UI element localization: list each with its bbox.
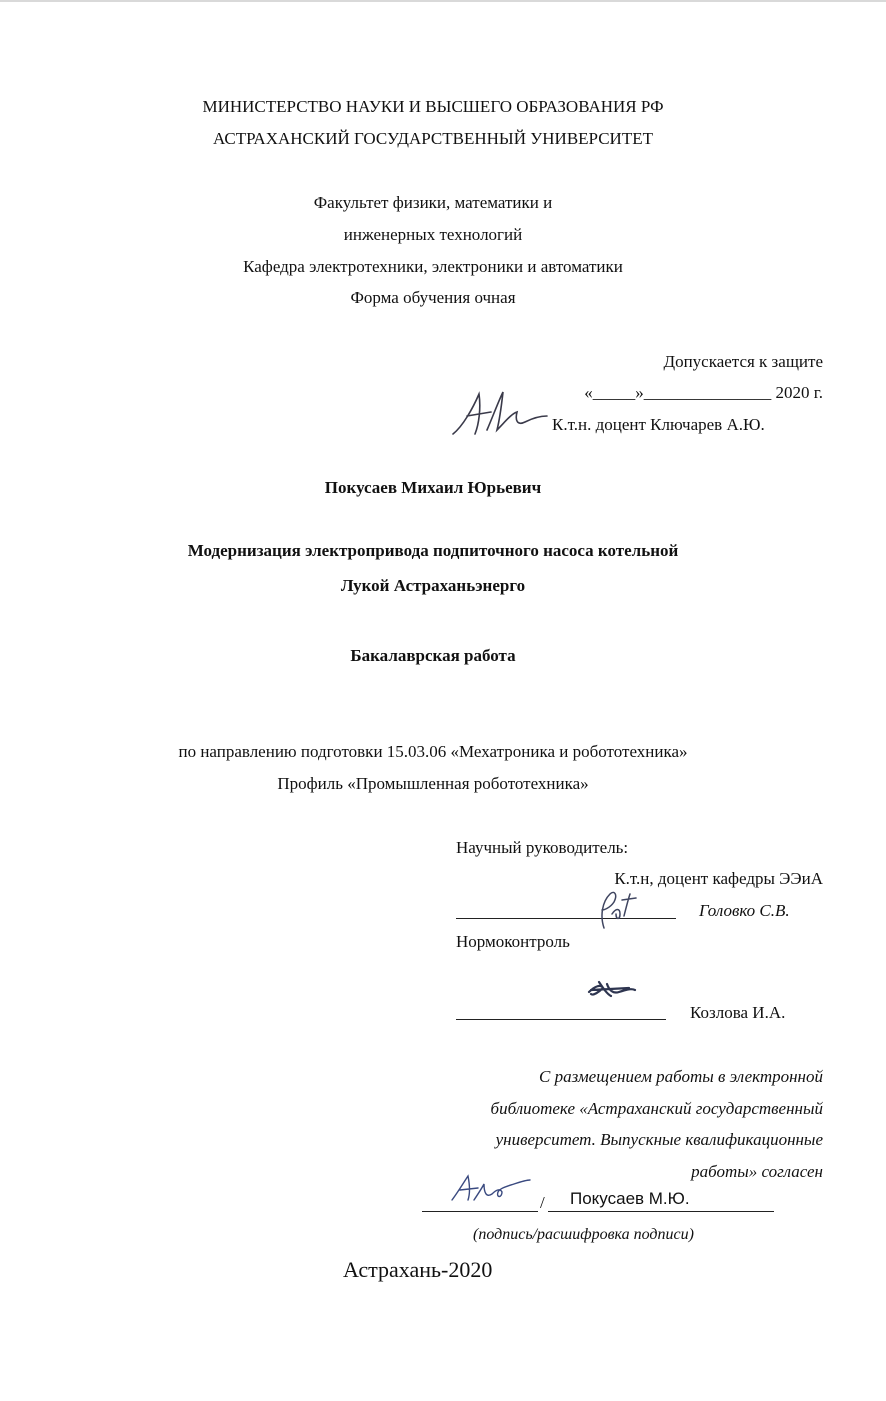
approver-signature (445, 386, 550, 441)
consent-line-2: библиотеке «Астраханский государственный (490, 1099, 823, 1118)
approval-date-line: «_____»_______________ 2020 г. (584, 383, 823, 402)
supervisor-signature (590, 886, 640, 932)
author-signature (448, 1172, 532, 1206)
page-top-border (0, 0, 886, 2)
norm-control-name: Козлова И.А. (690, 1003, 786, 1022)
supervisor-label: Научный руководитель: (456, 838, 629, 857)
consent-signature-line (422, 1211, 538, 1212)
faculty-line-1: Факультет физики, математики и (313, 193, 553, 212)
supervisor-signature-line (456, 918, 676, 919)
norm-control-label: Нормоконтроль (456, 932, 570, 951)
author-name: Покусаев Михаил Юрьевич (324, 478, 542, 497)
consent-line-1: С размещением работы в электронной (539, 1067, 823, 1086)
supervisor-name: Головко С.В. (699, 901, 790, 920)
ministry-heading: МИНИСТЕРСТВО НАУКИ И ВЫСШЕГО ОБРАЗОВАНИЯ РФ (202, 97, 664, 116)
thesis-title-line-2: Лукой Астраханьэнерго (340, 576, 526, 595)
norm-control-signature-line (456, 1019, 666, 1020)
approver-name: К.т.н. доцент Ключарев А.Ю. (552, 415, 765, 434)
supervisor-position: К.т.н, доцент кафедры ЭЭиА (614, 869, 823, 888)
admitted-to-defense: Допускается к защите (663, 352, 823, 371)
norm-control-signature (585, 978, 637, 1000)
university-heading: АСТРАХАНСКИЙ ГОСУДАРСТВЕННЫЙ УНИВЕРСИТЕТ (213, 129, 653, 148)
consent-name-line (548, 1211, 774, 1212)
consent-slash: / (540, 1193, 545, 1212)
direction-line: по направлению подготовки 15.03.06 «Мехатроника и робототехника» (178, 742, 688, 761)
profile-line: Профиль «Промышленная робототехника» (277, 774, 589, 793)
consent-line-4: работы» согласен (691, 1162, 823, 1181)
consent-line-3: университет. Выпускные квалификационные (495, 1130, 823, 1149)
signature-caption: (подпись/расшифровка подписи) (473, 1226, 694, 1243)
faculty-line-2: инженерных технологий (343, 225, 523, 244)
study-form-line: Форма обучения очная (350, 288, 516, 307)
city-year: Астрахань-2020 (343, 1257, 493, 1282)
department-line: Кафедра электротехники, электроники и автоматики (243, 257, 623, 276)
consent-name: Покусаев М.Ю. (570, 1189, 690, 1208)
thesis-title-line-1: Модернизация электропривода подпиточного насоса котельной (187, 541, 679, 560)
work-type: Бакалаврская работа (350, 646, 516, 665)
